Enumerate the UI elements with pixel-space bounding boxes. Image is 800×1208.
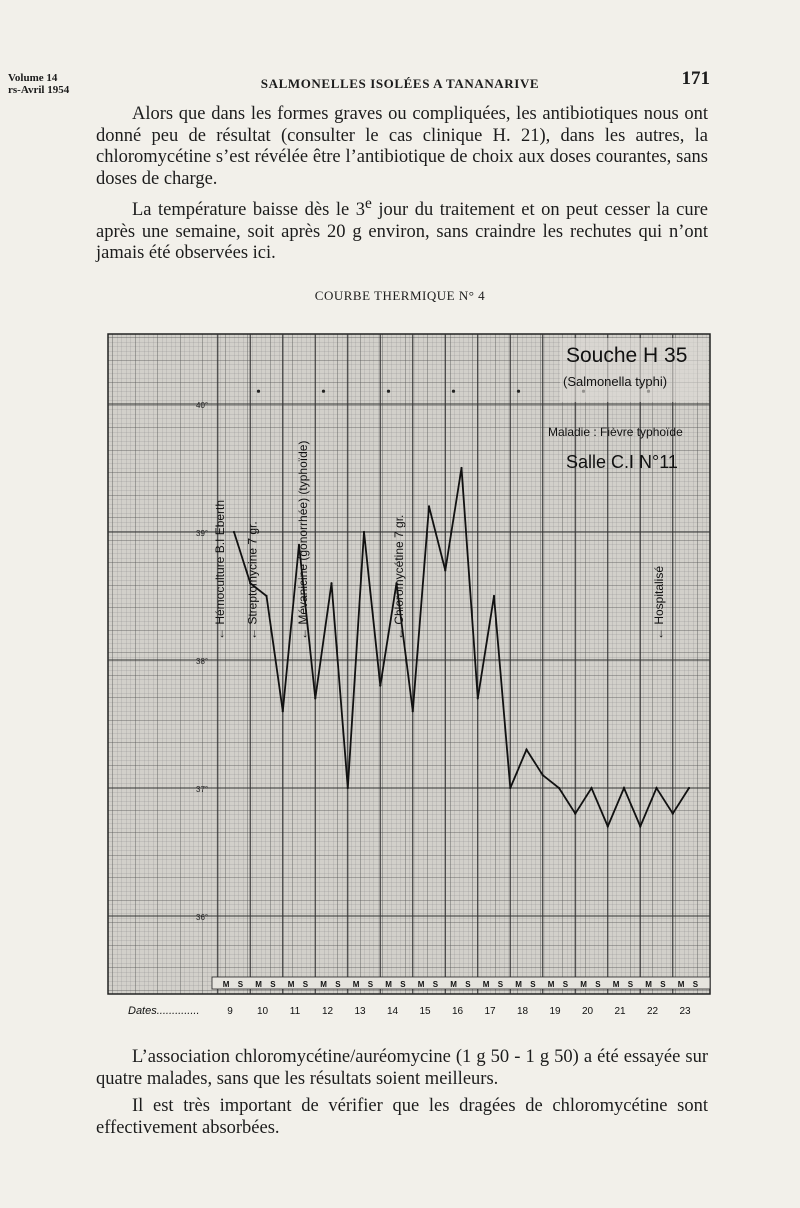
date-label: 10 [256, 1006, 269, 1017]
period-label-morning: M [580, 980, 587, 989]
period-label-evening: S [465, 980, 471, 989]
period-label-evening: S [692, 980, 699, 989]
treatment-marker-label: ← Hospitalisé [651, 565, 666, 640]
temperature-point [493, 595, 495, 597]
paragraph-3 [96, 1047, 708, 1090]
x-axis-label: Dates.............. [128, 1005, 200, 1017]
temperature-point [330, 582, 332, 584]
running-header-title: SALMONELLES ISOLÉES A TANANARIVE [260, 76, 540, 91]
paragraph-4-text: Il est très important de vérifier que les dragées de chloromycétine sont effectivement absorbées. [96, 1096, 708, 1138]
date-label: 21 [614, 1006, 626, 1017]
temperature-point [574, 813, 576, 815]
reference-dot [452, 390, 455, 393]
temperature-point [428, 505, 430, 507]
period-label-morning: M [352, 980, 360, 989]
period-label-morning: M [255, 980, 262, 989]
period-label-evening: S [302, 980, 309, 989]
paragraph-2-superscript: e [364, 195, 372, 212]
period-label-evening: S [660, 980, 666, 989]
temperature-point [314, 697, 316, 699]
period-label-evening: S [400, 980, 406, 989]
reference-dot [517, 390, 520, 393]
date-label: 16 [451, 1006, 464, 1017]
period-row [212, 977, 710, 989]
temperature-point [265, 595, 267, 597]
temperature-point [542, 774, 544, 776]
period-label-evening: S [270, 980, 276, 989]
period-label-morning: M [612, 980, 620, 989]
period-label-evening: S [497, 980, 504, 989]
period-label-evening: S [530, 980, 536, 989]
reference-dot [257, 390, 260, 393]
period-label-morning: M [547, 980, 555, 989]
temperature-point [477, 697, 479, 699]
y-tick-label: 39° [196, 529, 209, 538]
treatment-marker-label: ← Streptomycine 7 gr. [245, 521, 260, 640]
y-tick-label: 40° [196, 401, 209, 410]
temperature-point [558, 787, 560, 789]
period-label-morning: M [320, 980, 327, 989]
temperature-point [233, 531, 235, 533]
page-number: 171 [681, 68, 710, 89]
period-label-evening: S [595, 980, 601, 989]
temperature-point [412, 710, 414, 712]
chart-title: Souche H 35 [566, 344, 688, 367]
period-label-morning: M [417, 980, 425, 989]
period-label-morning: M [287, 980, 295, 989]
paragraph-4 [96, 1096, 708, 1139]
treatment-marker-label: ← Hémoculture B.I Eberth [213, 499, 227, 640]
date-label: 17 [484, 1006, 496, 1017]
paragraph-2-part-a: La température baisse dès le 3 [132, 200, 365, 221]
issue-line: rs-Avril 1954 [8, 84, 70, 96]
figure-caption: COURBE THERMIQUE N° 4 [314, 288, 486, 303]
period-label-evening: S [335, 980, 341, 989]
reference-dot [387, 390, 390, 393]
date-label: 14 [386, 1006, 399, 1017]
date-label: 15 [419, 1006, 431, 1017]
date-label: 11 [289, 1006, 301, 1017]
diagnosis-label: Maladie : Fièvre typhoïde [548, 425, 683, 439]
period-label-evening: S [627, 980, 634, 989]
temperature-point [623, 787, 625, 789]
y-tick-label: 36° [196, 913, 209, 922]
temperature-point [444, 569, 446, 571]
reference-dot [322, 390, 325, 393]
date-label: 12 [321, 1006, 334, 1017]
period-label-evening: S [237, 980, 244, 989]
y-tick-label: 37° [196, 785, 209, 794]
period-label-morning: M [222, 980, 230, 989]
period-label-morning: M [482, 980, 490, 989]
period-label-morning: M [515, 980, 522, 989]
paragraph-3-text: L’association chloromycétine/auréomycine (1 g 50 - 1 g 50) a été essayée sur quatre malades, sans que les résultats soient meilleurs. [96, 1047, 708, 1089]
treatment-marker-label: ← Mévanicine (gonorrhée) (typhoïde) [296, 440, 310, 640]
temperature-point [460, 467, 462, 469]
y-tick-label: 38° [196, 657, 209, 666]
temperature-point [509, 787, 511, 789]
paragraph-2-part-b: jour du traitement et on peut cesser la cure après une semaine, soit après 20 g environ, sans craindre les rechutes qui n’ont jamais été observées ici. [96, 200, 708, 264]
ward-label: Salle C.I N°11 [566, 452, 678, 472]
temperature-point [655, 787, 657, 789]
period-label-morning: M [450, 980, 457, 989]
period-label-evening: S [562, 980, 569, 989]
temperature-point [672, 813, 674, 815]
period-label-evening: S [432, 980, 439, 989]
temperature-point [282, 710, 284, 712]
date-label: 18 [516, 1006, 529, 1017]
temperature-point [379, 685, 381, 687]
temperature-point [639, 825, 641, 827]
period-label-morning: M [677, 980, 685, 989]
period-label-evening: S [367, 980, 374, 989]
date-label: 20 [581, 1006, 594, 1017]
date-label: 9 [227, 1006, 233, 1017]
period-label-morning: M [645, 980, 652, 989]
chart-subtitle: (Salmonella typhi) [563, 374, 668, 389]
date-label: 22 [646, 1006, 659, 1017]
period-label-morning: M [385, 980, 392, 989]
date-label: 23 [679, 1006, 691, 1017]
treatment-marker-label: ← Chloromycétine 7 gr. [391, 514, 406, 640]
temperature-point [607, 825, 609, 827]
date-label: 19 [549, 1006, 561, 1017]
volume-line: Volume 14 [8, 72, 58, 84]
temperature-point [590, 787, 592, 789]
temperature-point [525, 749, 527, 751]
temperature-point [347, 787, 349, 789]
date-label: 13 [354, 1006, 366, 1017]
paragraph-1-text: Alors que dans les formes graves ou compliquées, les antibiotiques nous ont donné peu de résultat (consulter le cas clinique H. 21), dans les autres, la chloromycétine s’est révélée être l’antibiotique de choix aux doses courantes, sans doses de charge. [96, 104, 708, 189]
temperature-point [688, 787, 690, 789]
temperature-point [363, 531, 365, 533]
